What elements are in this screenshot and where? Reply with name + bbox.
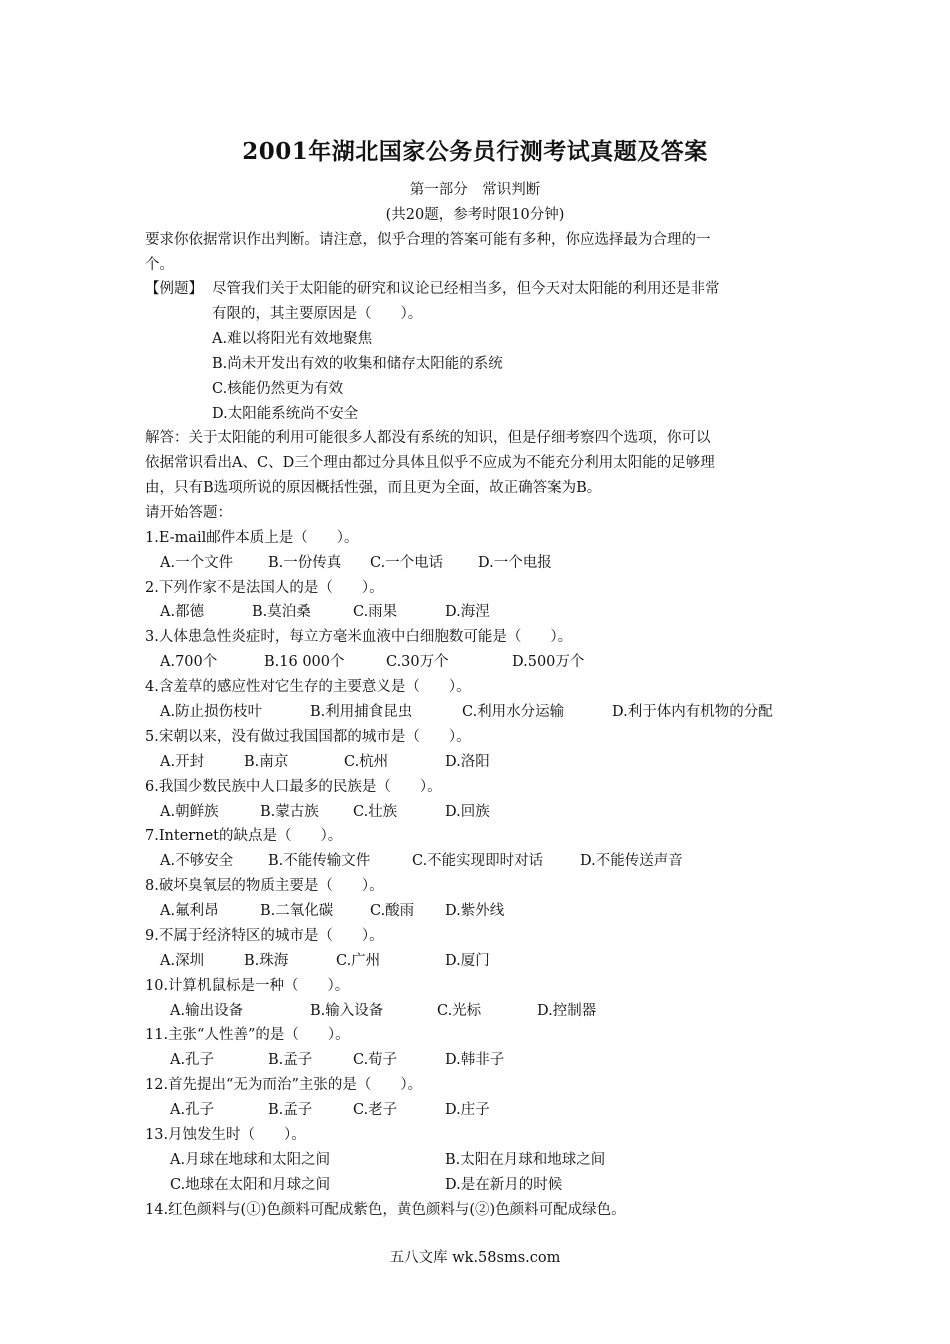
question-option: D.厦门 xyxy=(445,953,490,969)
question-option: D.500万个 xyxy=(512,654,585,670)
question-option: D.韩非子 xyxy=(445,1052,505,1068)
question-option: A.一个文件 xyxy=(160,555,234,571)
question-option: C.光标 xyxy=(437,1003,482,1019)
question-stem: 11.主张“人性善”的是（ ）。 xyxy=(145,1027,350,1043)
question-stem: 10.计算机鼠标是一种（ ）。 xyxy=(145,978,350,994)
instruction-line: 个。 xyxy=(145,257,174,273)
question-option: A.孔子 xyxy=(170,1052,215,1068)
question-stem: 9.不属于经济特区的城市是（ ）。 xyxy=(145,928,384,944)
question-option: C.地球在太阳和月球之间 xyxy=(170,1177,331,1193)
answer-line: 由，只有B选项所说的原因概括性强，而且更为全面，故正确答案为B。 xyxy=(145,480,602,496)
question-option: B.16 000个 xyxy=(264,654,345,670)
section-heading: 第一部分 常识判断 xyxy=(409,182,541,198)
section-note: (共20题，参考时限10分钟) xyxy=(385,207,565,223)
example-label: 【例题】 xyxy=(145,281,203,297)
question-stem: 8.破坏臭氧层的物质主要是（ ）。 xyxy=(145,878,384,894)
question-option: A.月球在地球和太阳之间 xyxy=(170,1152,331,1168)
question-option: D.洛阳 xyxy=(445,754,490,770)
question-stem: 14.红色颜料与(①)色颜料可配成紫色，黄色颜料与(②)色颜料可配成绿色。 xyxy=(145,1202,626,1218)
question-option: B.孟子 xyxy=(268,1052,313,1068)
question-option: B.一份传真 xyxy=(268,555,342,571)
question-option: C.老子 xyxy=(353,1102,398,1118)
question-option: B.南京 xyxy=(244,754,289,770)
question-option: A.防止损伤枝叶 xyxy=(160,704,263,720)
question-option: C.壮族 xyxy=(353,804,398,820)
question-option: A.深圳 xyxy=(160,953,205,969)
question-option: B.利用捕食昆虫 xyxy=(310,704,413,720)
question-option: B.莫泊桑 xyxy=(252,604,311,620)
start-label: 请开始答题： xyxy=(145,505,232,521)
question-stem: 5.宋朝以来，没有做过我国国都的城市是（ ）。 xyxy=(145,729,471,745)
question-stem: 3.人体患急性炎症时，每立方毫米血液中白细胞数可能是（ ）。 xyxy=(145,629,573,645)
question-option: D.不能传送声音 xyxy=(580,853,683,869)
question-stem: 13.月蚀发生时（ ）。 xyxy=(145,1127,306,1143)
example-stem: 尽管我们关于太阳能的研究和议论已经相当多，但今天对太阳能的利用还是非常 xyxy=(212,281,720,297)
question-option: A.输出设备 xyxy=(170,1003,244,1019)
question-option: A.都德 xyxy=(160,604,205,620)
question-option: C.不能实现即时对话 xyxy=(412,853,544,869)
answer-line: 解答：关于太阳能的利用可能很多人都没有系统的知识，但是仔细考察四个选项，你可以 xyxy=(145,430,711,446)
question-option: A.氟利昂 xyxy=(160,903,219,919)
question-option: D.利于体内有机物的分配 xyxy=(612,704,773,720)
instruction-line: 要求你依据常识作出判断。请注意，似乎合理的答案可能有多种，你应选择最为合理的一 xyxy=(145,232,711,248)
example-stem: 有限的，其主要原因是（ ）。 xyxy=(212,306,423,322)
question-option: B.太阳在月球和地球之间 xyxy=(445,1152,606,1168)
question-option: D.是在新月的时候 xyxy=(445,1177,563,1193)
example-option: C.核能仍然更为有效 xyxy=(212,381,344,397)
question-stem: 2.下列作家不是法国人的是（ ）。 xyxy=(145,580,384,596)
example-option: B.尚未开发出有效的收集和储存太阳能的系统 xyxy=(212,356,503,372)
question-option: B.珠海 xyxy=(244,953,289,969)
question-stem: 1.E-mail邮件本质上是（ ）。 xyxy=(145,530,359,546)
question-option: C.一个电话 xyxy=(370,555,444,571)
question-option: B.二氧化碳 xyxy=(260,903,334,919)
example-option: D.太阳能系统尚不安全 xyxy=(212,406,359,422)
question-option: A.孔子 xyxy=(170,1102,215,1118)
question-option: D.庄子 xyxy=(445,1102,490,1118)
question-option: D.紫外线 xyxy=(445,903,505,919)
question-option: C.酸雨 xyxy=(370,903,415,919)
page-footer: 五八文库 wk.58sms.com xyxy=(389,1250,561,1266)
question-option: A.朝鲜族 xyxy=(160,804,219,820)
question-stem: 6.我国少数民族中人口最多的民族是（ ）。 xyxy=(145,779,442,795)
document-title: 2001年湖北国家公务员行测考试真题及答案 xyxy=(242,138,708,165)
question-stem: 12.首先提出“无为而治”主张的是（ ）。 xyxy=(145,1077,423,1093)
question-option: B.输入设备 xyxy=(310,1003,384,1019)
question-option: C.广州 xyxy=(336,953,381,969)
question-option: C.杭州 xyxy=(344,754,389,770)
answer-line: 依据常识看出A、C、D三个理由都过分具体且似乎不应成为不能充分利用太阳能的足够理 xyxy=(145,455,715,471)
question-option: D.一个电报 xyxy=(478,555,552,571)
question-option: D.回族 xyxy=(445,804,490,820)
question-option: C.30万个 xyxy=(386,654,449,670)
question-option: A.不够安全 xyxy=(160,853,234,869)
question-stem: 7.Internet的缺点是（ ）。 xyxy=(145,828,343,844)
question-option: C.荀子 xyxy=(353,1052,398,1068)
question-option: D.控制器 xyxy=(537,1003,597,1019)
question-option: B.不能传输文件 xyxy=(268,853,371,869)
question-option: C.雨果 xyxy=(353,604,398,620)
question-option: A.700个 xyxy=(160,654,218,670)
question-option: D.海涅 xyxy=(445,604,490,620)
question-option: A.开封 xyxy=(160,754,205,770)
example-option: A.难以将阳光有效地聚焦 xyxy=(212,331,373,347)
question-option: B.蒙古族 xyxy=(260,804,319,820)
question-option: C.利用水分运输 xyxy=(462,704,565,720)
question-stem: 4.含羞草的感应性对它生存的主要意义是（ ）。 xyxy=(145,679,471,695)
question-option: B.孟子 xyxy=(268,1102,313,1118)
